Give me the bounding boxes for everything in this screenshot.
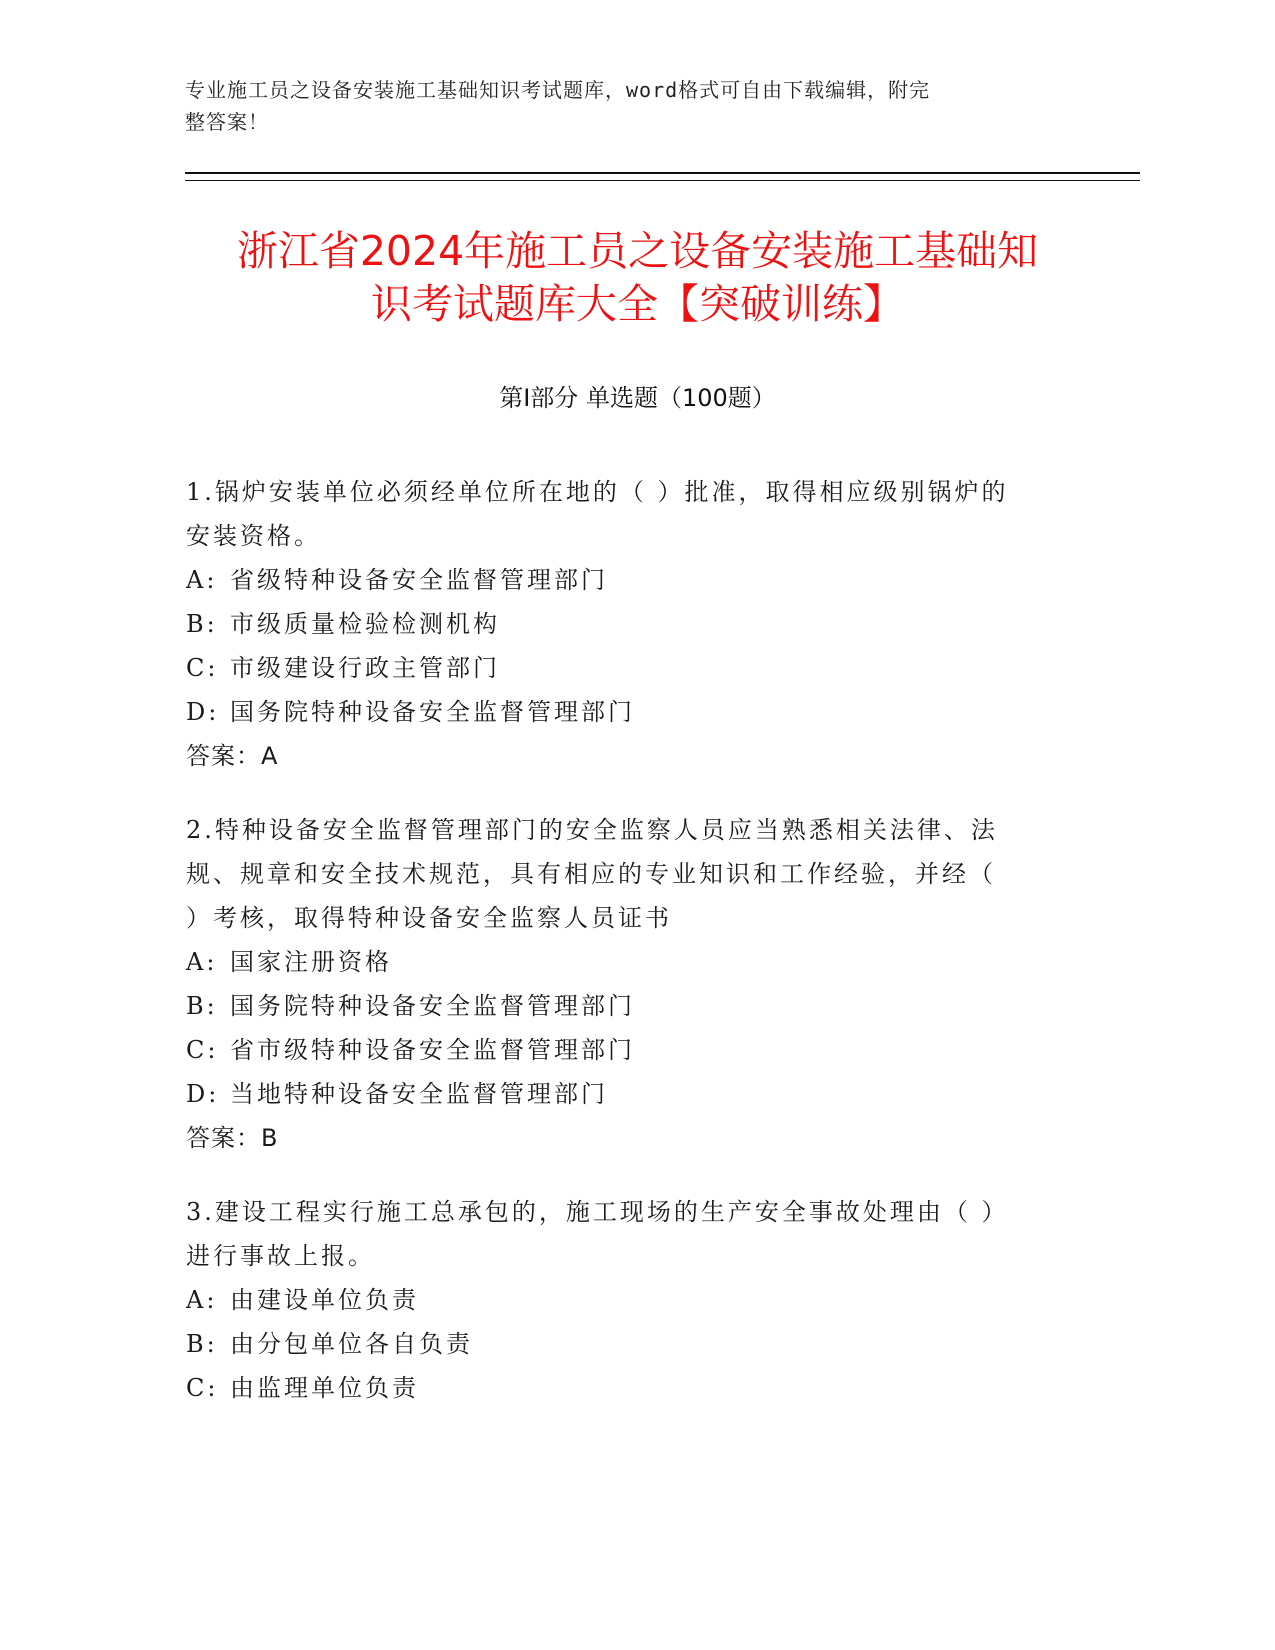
question-2 bbox=[186, 808, 1056, 1160]
option-a bbox=[186, 940, 1056, 984]
option-key: B: bbox=[186, 1330, 218, 1358]
document-title-line-1: 浙江省2024年施工员之设备安装施工基础知 bbox=[236, 227, 1039, 275]
document-title-line-2: 识考试题库大全【突破训练】 bbox=[371, 280, 904, 328]
option-key: B: bbox=[186, 610, 218, 638]
option-key: C: bbox=[186, 1036, 219, 1064]
question-stem-line: 进行事故上报。 bbox=[186, 1242, 375, 1270]
section-heading: 第Ⅰ部分 单选题（100题） bbox=[499, 384, 776, 412]
option-text: 省市级特种设备安全监督管理部门 bbox=[230, 1036, 635, 1064]
header-divider-thin bbox=[185, 180, 1140, 181]
option-b bbox=[186, 984, 1056, 1028]
option-key: C: bbox=[186, 1374, 219, 1402]
option-text: 由分包单位各自负责 bbox=[230, 1330, 473, 1358]
option-key: A: bbox=[186, 1286, 218, 1314]
answer-line: 答案：A bbox=[186, 742, 279, 770]
option-b bbox=[186, 602, 1056, 646]
option-a bbox=[186, 558, 1056, 602]
question-stem-line: 安装资格。 bbox=[186, 522, 321, 550]
question-stem-line: 3.建设工程实行施工总承包的，施工现场的生产安全事故处理由（ ） bbox=[186, 1198, 1009, 1226]
question-stem-line: 1.锅炉安装单位必须经单位所在地的（ ）批准，取得相应级别锅炉的 bbox=[186, 478, 1009, 506]
option-text: 由监理单位负责 bbox=[230, 1374, 419, 1402]
option-c bbox=[186, 646, 1056, 690]
option-text: 国务院特种设备安全监督管理部门 bbox=[230, 698, 635, 726]
header-note-line-1: 专业施工员之设备安装施工基础知识考试题库，word格式可自由下载编辑，附完 bbox=[185, 78, 931, 102]
option-text: 国务院特种设备安全监督管理部门 bbox=[230, 992, 635, 1020]
option-text: 省级特种设备安全监督管理部门 bbox=[230, 566, 608, 594]
option-c bbox=[186, 1366, 1056, 1410]
option-text: 当地特种设备安全监督管理部门 bbox=[230, 1080, 608, 1108]
option-text: 市级建设行政主管部门 bbox=[230, 654, 500, 682]
option-key: A: bbox=[186, 948, 218, 976]
option-a bbox=[186, 1278, 1056, 1322]
option-d bbox=[186, 1072, 1056, 1116]
option-b bbox=[186, 1322, 1056, 1366]
option-key: D: bbox=[186, 698, 220, 726]
option-key: D: bbox=[186, 1080, 220, 1108]
option-key: A: bbox=[186, 566, 218, 594]
option-key: C: bbox=[186, 654, 219, 682]
header-note bbox=[185, 74, 1065, 138]
header-divider-thick bbox=[185, 172, 1140, 174]
answer-line: 答案：B bbox=[186, 1124, 279, 1152]
question-stem-line: 2.特种设备安全监督管理部门的安全监察人员应当熟悉相关法律、法 bbox=[186, 816, 998, 844]
option-text: 由建设单位负责 bbox=[230, 1286, 419, 1314]
option-c bbox=[186, 1028, 1056, 1072]
option-key: B: bbox=[186, 992, 218, 1020]
question-3 bbox=[186, 1190, 1056, 1410]
option-d bbox=[186, 690, 1056, 734]
option-text: 国家注册资格 bbox=[230, 948, 392, 976]
question-list bbox=[186, 470, 1056, 1440]
question-1 bbox=[186, 470, 1056, 778]
document-title bbox=[180, 225, 1095, 331]
question-stem-line: ）考核，取得特种设备安全监察人员证书 bbox=[186, 904, 672, 932]
header-note-line-2: 整答案！ bbox=[185, 110, 269, 134]
question-stem-line: 规、规章和安全技术规范，具有相应的专业知识和工作经验，并经（ bbox=[186, 860, 996, 888]
option-text: 市级质量检验检测机构 bbox=[230, 610, 500, 638]
